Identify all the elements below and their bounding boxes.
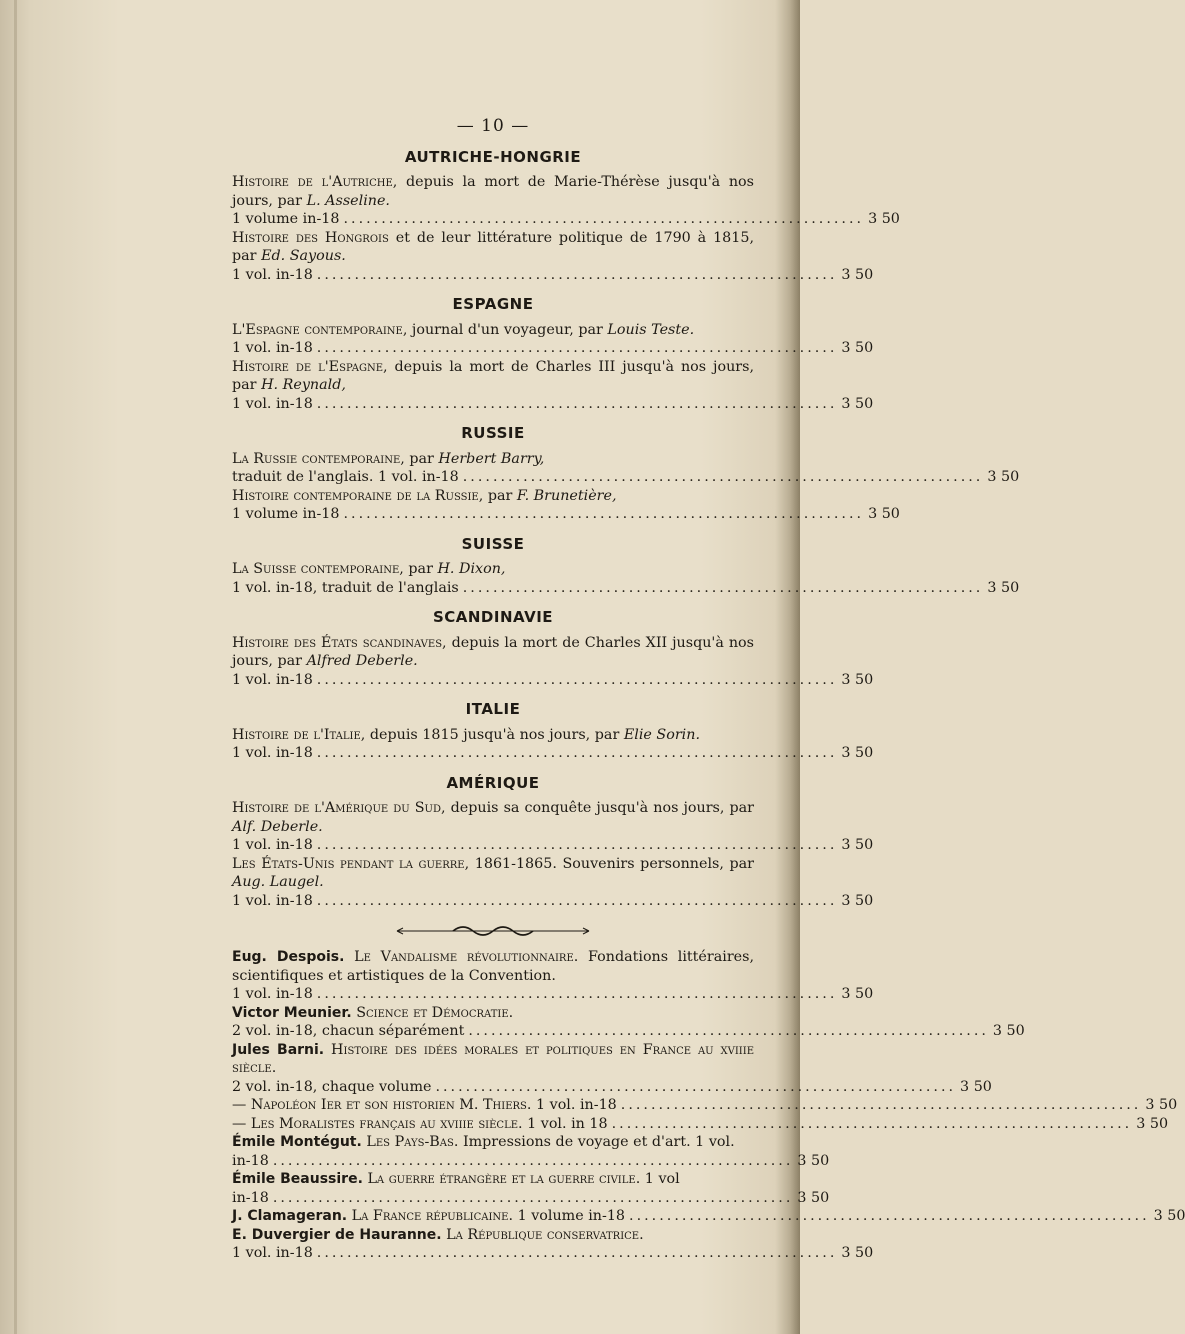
entry-text: 1 vol bbox=[644, 1171, 680, 1187]
entry-author-bold: J. Clamageran. bbox=[232, 1208, 348, 1224]
entry-price: 3 50 bbox=[1145, 1097, 1178, 1113]
entry-price-line bbox=[232, 744, 874, 763]
entry-price: 3 50 bbox=[1136, 1115, 1169, 1132]
catalog-entry bbox=[232, 321, 874, 358]
entry-text: Fondations littéraires, scientifiques et artistiques de la Convention. bbox=[232, 949, 754, 984]
entry-title: Histoire de l'Espagne, bbox=[232, 358, 388, 375]
catalog-entry bbox=[232, 799, 874, 855]
entry-price: 3 50 bbox=[797, 1152, 830, 1169]
entry-text: depuis la mort de Marie-Thérèse jusqu'à nos jours, par bbox=[232, 174, 755, 209]
entry-title: La guerre étrangère et la guerre civile. bbox=[367, 1171, 641, 1187]
catalog-entry bbox=[232, 1226, 874, 1263]
entry-price-line bbox=[232, 468, 1020, 487]
leader-dots: ..................................................................... bbox=[611, 1115, 1133, 1132]
entry-format: in-18 bbox=[232, 1189, 269, 1206]
entry-price: 3 50 bbox=[868, 211, 900, 227]
entry-author: Herbert Barry, bbox=[438, 450, 545, 467]
page-number: — 10 — bbox=[456, 116, 530, 136]
entry-price-line bbox=[232, 1189, 830, 1208]
entry-format: 1 vol. in-18, traduit de l'anglais bbox=[232, 579, 459, 596]
leader-dots: ..................................................................... bbox=[316, 340, 838, 356]
entry-title: La Russie contemporaine, bbox=[232, 450, 405, 467]
entry-price-line bbox=[232, 1078, 992, 1097]
entry-text: par bbox=[487, 487, 513, 504]
entry-price: 3 50 bbox=[841, 892, 874, 909]
catalog-entry bbox=[232, 1004, 1025, 1041]
catalog-entry bbox=[232, 1170, 830, 1207]
entry-price: 3 50 bbox=[841, 266, 874, 283]
entry-price: 3 50 bbox=[868, 506, 900, 522]
entry-price-line bbox=[232, 985, 874, 1004]
catalog-entry bbox=[232, 726, 874, 763]
decorative-divider bbox=[393, 924, 593, 938]
catalog-entry bbox=[232, 634, 874, 690]
entry-price: 3 50 bbox=[841, 395, 874, 412]
entry-price-line bbox=[232, 505, 900, 524]
entry-title: Les Pays-Bas. bbox=[366, 1134, 459, 1150]
entry-format: 1 vol. in-18 bbox=[232, 395, 313, 412]
entry-text: depuis 1815 jusqu'à nos jours, par bbox=[369, 726, 620, 743]
entry-title: Histoire de l'Autriche, bbox=[232, 174, 398, 190]
entry-author: H. Reynald, bbox=[261, 377, 346, 393]
entry-author-bold: Émile Montégut. bbox=[232, 1134, 362, 1150]
leader-dots: ..................................................................... bbox=[316, 892, 838, 909]
entry-price-line bbox=[232, 210, 900, 229]
entry-price-line bbox=[232, 1244, 874, 1263]
leader-dots: ..................................................................... bbox=[343, 211, 865, 227]
entry-title: Histoire des Hongrois bbox=[232, 229, 389, 246]
leader-dots: ..................................................................... bbox=[343, 506, 865, 522]
catalog-entry bbox=[232, 1133, 830, 1170]
entry-price-line bbox=[232, 836, 874, 855]
entry-price: 3 50 bbox=[841, 986, 874, 1002]
section-title: SUISSE bbox=[461, 534, 525, 553]
catalog-entry bbox=[232, 1041, 992, 1097]
section-title: RUSSIE bbox=[461, 424, 525, 442]
entry-title: La République conservatrice. bbox=[446, 1226, 644, 1243]
entry-author: Alfred Deberle. bbox=[306, 653, 418, 669]
section-title: SCANDINAVIE bbox=[432, 608, 554, 626]
catalog-entry bbox=[232, 1115, 1169, 1134]
entry-author: Ed. Sayous. bbox=[261, 248, 346, 264]
catalog-entry bbox=[232, 560, 1020, 597]
catalog-entry bbox=[232, 1096, 1178, 1115]
entry-text: par bbox=[408, 561, 433, 577]
entry-text: depuis la mort de Charles XII jusqu'à nos jours, par bbox=[232, 634, 754, 669]
leader-dots: ..................................................................... bbox=[316, 986, 838, 1002]
entry-author-bold: E. Duvergier de Hauranne. bbox=[232, 1226, 442, 1243]
catalog-entry bbox=[232, 229, 874, 285]
leader-dots: ..................................................................... bbox=[462, 579, 984, 596]
entry-author: F. Brunetière, bbox=[516, 487, 617, 504]
entry-author: Louis Teste. bbox=[607, 321, 695, 338]
entry-author: Alf. Deberle. bbox=[232, 818, 323, 835]
entry-author: Aug. Laugel. bbox=[232, 874, 324, 890]
entry-title: Histoire des idées morales et politiques en France au xviiie siècle. bbox=[232, 1041, 754, 1076]
entry-price: 3 50 bbox=[960, 1078, 992, 1095]
entry-title: Histoire contemporaine de la Russie, bbox=[232, 487, 484, 504]
catalog-entry bbox=[232, 948, 874, 1004]
entry-title: Science et Démocratie. bbox=[356, 1004, 514, 1021]
entry-price-line bbox=[232, 1096, 1178, 1115]
entry-text: Impressions de voyage et d'art. 1 vol. bbox=[462, 1134, 735, 1150]
catalog-entry bbox=[232, 487, 900, 524]
entry-price: 3 50 bbox=[841, 745, 874, 761]
entry-author-bold: Jules Barni. bbox=[232, 1041, 325, 1058]
entry-title: Les États-Unis pendant la guerre, bbox=[232, 855, 470, 872]
leader-dots: ..................................................................... bbox=[316, 671, 838, 688]
entry-title: La France républicaine. bbox=[351, 1208, 514, 1224]
entry-price-line bbox=[232, 266, 874, 285]
entry-text: et de leur littérature politique de 1790 à 1815, par bbox=[232, 229, 755, 264]
catalog-entry bbox=[232, 450, 1020, 487]
entry-author: H. Dixon, bbox=[437, 561, 506, 577]
leader-dots: ..................................................................... bbox=[435, 1078, 957, 1095]
entry-price-line bbox=[232, 579, 1020, 598]
entry-format: 2 vol. in-18, chaque volume bbox=[232, 1078, 432, 1095]
entry-price-line bbox=[232, 671, 874, 690]
entry-text: depuis sa conquête jusqu'à nos jours, par bbox=[450, 800, 755, 816]
entry-format: 1 volume in-18 bbox=[232, 506, 340, 522]
entry-price: 3 50 bbox=[1153, 1208, 1185, 1224]
entry-text: 1861-1865. Souvenirs personnels, par bbox=[474, 855, 755, 872]
section-title: ESPAGNE bbox=[452, 295, 534, 313]
entry-price-line bbox=[232, 395, 874, 414]
leader-dots: ..................................................................... bbox=[462, 469, 984, 485]
entry-author-bold: Eug. Despois. bbox=[232, 949, 345, 965]
catalog-entry bbox=[232, 1207, 1185, 1226]
entry-price: 3 50 bbox=[841, 1245, 874, 1261]
entry-format: 1 volume in-18 bbox=[517, 1208, 626, 1224]
leader-dots: ..................................................................... bbox=[620, 1097, 1142, 1113]
entry-price: 3 50 bbox=[797, 1189, 830, 1206]
entry-price: 3 50 bbox=[987, 579, 1020, 596]
entry-price: 3 50 bbox=[841, 671, 874, 688]
entry-price-line bbox=[232, 892, 874, 911]
section-title: AUTRICHE-HONGRIE bbox=[404, 147, 582, 166]
leader-dots: ..................................................................... bbox=[316, 395, 838, 412]
entry-format: traduit de l'anglais. 1 vol. in-18 bbox=[232, 469, 459, 485]
entry-author: L. Asseline. bbox=[306, 192, 390, 209]
entry-title: L'Espagne contemporaine, bbox=[232, 321, 408, 338]
entry-author-bold: Victor Meunier. bbox=[232, 1004, 352, 1021]
leader-dots: ..................................................................... bbox=[468, 1023, 989, 1039]
entry-title: — Les Moralistes français au xviiie siècle. bbox=[232, 1115, 523, 1132]
leader-dots: ..................................................................... bbox=[272, 1152, 794, 1169]
entry-title: Histoire des États scandinaves, bbox=[232, 634, 447, 651]
catalog-page bbox=[232, 116, 1185, 1263]
leader-dots: ..................................................................... bbox=[272, 1189, 794, 1206]
entry-title: — Napoléon Ier et son historien M. Thiers. bbox=[232, 1097, 532, 1113]
entry-price-line bbox=[232, 1115, 1169, 1134]
entry-price: 3 50 bbox=[987, 469, 1020, 485]
entry-format: 1 volume in-18 bbox=[232, 211, 340, 227]
section-title: AMÉRIQUE bbox=[446, 773, 540, 792]
entry-price: 3 50 bbox=[841, 837, 874, 853]
catalog-entry bbox=[232, 173, 900, 229]
leader-dots: ..................................................................... bbox=[316, 837, 838, 853]
catalog-entry bbox=[232, 855, 874, 911]
entry-format: 1 vol. in-18 bbox=[535, 1097, 617, 1113]
entry-text: depuis la mort de Charles III jusqu'à nos jours, par bbox=[232, 358, 755, 393]
entry-text: par bbox=[409, 450, 434, 467]
entry-format: 1 vol. in-18 bbox=[232, 745, 313, 761]
binding-edge bbox=[14, 0, 17, 1334]
entry-price-line bbox=[232, 1022, 1025, 1041]
entry-format: 2 vol. in-18, chacun séparément bbox=[232, 1023, 465, 1039]
entry-price-line bbox=[232, 1152, 830, 1171]
entry-title: Histoire de l'Italie, bbox=[232, 726, 366, 743]
entry-text: journal d'un voyageur, par bbox=[411, 321, 603, 338]
leader-dots: ..................................................................... bbox=[316, 745, 838, 761]
leader-dots: ..................................................................... bbox=[629, 1208, 1150, 1224]
entry-format: 1 vol. in-18 bbox=[232, 340, 313, 356]
entry-format: 1 vol. in-18 bbox=[232, 671, 313, 688]
entry-title: Le Vandalisme révolutionnaire. bbox=[354, 949, 579, 965]
entry-title: La Suisse contemporaine, bbox=[232, 561, 404, 577]
entry-format: 1 vol. in-18 bbox=[232, 266, 313, 283]
entry-format: 1 vol. in-18 bbox=[232, 892, 313, 909]
entry-format: 1 vol. in-18 bbox=[232, 1245, 313, 1261]
entry-price: 3 50 bbox=[841, 340, 874, 356]
section-title: ITALIE bbox=[465, 700, 521, 718]
entry-format: 1 vol. in 18 bbox=[527, 1115, 608, 1132]
entry-format: in-18 bbox=[232, 1152, 269, 1169]
entry-price: 3 50 bbox=[992, 1023, 1025, 1039]
catalog-entry bbox=[232, 358, 874, 414]
entry-price-line bbox=[232, 339, 874, 358]
leader-dots: ..................................................................... bbox=[316, 266, 838, 283]
entry-format: 1 vol. in-18 bbox=[232, 837, 313, 853]
entry-author-bold: Émile Beaussire. bbox=[232, 1171, 363, 1187]
entry-author: Elie Sorin. bbox=[623, 726, 700, 743]
entry-format: 1 vol. in-18 bbox=[232, 986, 313, 1002]
entry-price-line bbox=[232, 1207, 1185, 1226]
entry-title: Histoire de l'Amérique du Sud, bbox=[232, 800, 446, 816]
leader-dots: ..................................................................... bbox=[316, 1245, 838, 1261]
